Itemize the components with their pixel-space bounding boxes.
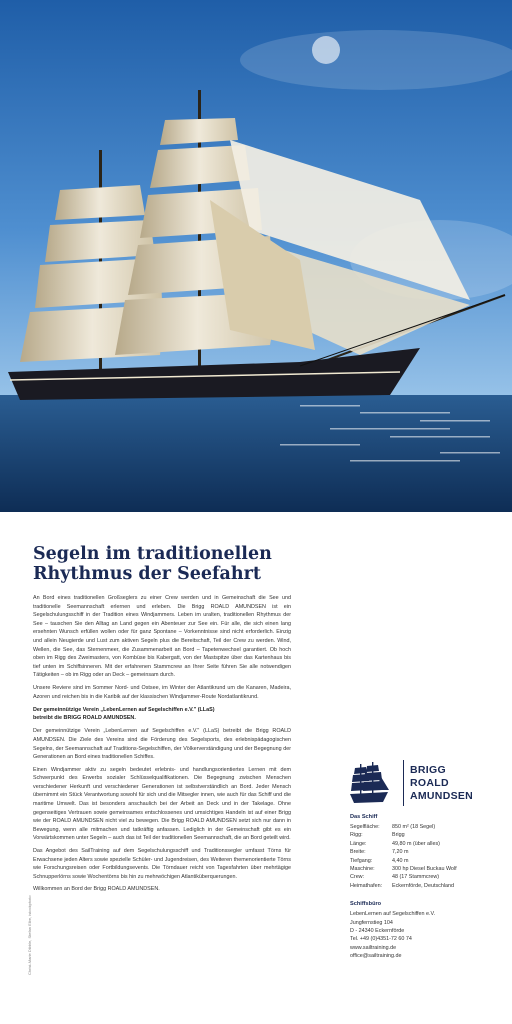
subheading-line-2: betreibt die BRIGG ROALD AMUNDSEN. xyxy=(33,714,136,721)
office-phone: Tel. +49 (0)4351-72 60 74 xyxy=(350,936,412,943)
logo-line-3: AMUNDSEN xyxy=(410,790,474,802)
spec-value: Eckernförde, Deutschland xyxy=(392,882,455,889)
office-street: Jungfernstieg 104 xyxy=(350,919,393,926)
office-heading: Schiffsbüro xyxy=(350,901,382,908)
spec-value: 49,80 m (über alles) xyxy=(392,840,440,847)
ship-logo-icon xyxy=(348,760,390,806)
paragraph-regions: Unsere Reviere sind im Sommer Nord- und Ostsee, im Winter der Atlantikrund um die Kanaren, Madeira, Azoren und reichen bis in die Karibik auf der klassischen Windjammer-Route Nordatlantikrund. xyxy=(33,684,291,700)
spec-key: Crew: xyxy=(350,874,365,881)
title-line-2: Rhythmus der Seefahrt xyxy=(33,564,261,584)
paragraph-association: Der gemeinnützige Verein „LebenLernen auf Segelschiffen e.V." (LLaS) betreibt die Brigg ROALD AMUNDSEN. Die Ziele des Vereins sind die Förderung des Segelsports, des erlebnispädagogischen Segelns, der Seemannschaft auf Traditions-Segelschiffen, der Völkerverständigung und der Begegnung der Generationen an Bord eines traditionellen Schiffes. xyxy=(33,728,291,761)
spec-key: Rigg: xyxy=(350,832,363,839)
spec-key: Breite: xyxy=(350,849,366,856)
spec-value: 48 (17 Stammcrew) xyxy=(392,874,440,881)
office-name: LebenLernen auf Segelschiffen e.V. xyxy=(350,911,436,918)
paragraph-offer: Das Angebot des SailTraining auf dem Segelschulungsschiff und Traditionssegler umfasst Törns für Erwachsene jeden Alters sowie spezielle Schüler- und Jugendreisen, des Weiteren themenorientierte Törns wie Forschungsreisen oder Fortbildungsevents. Die Törndauer reicht von Tagesfahrten über mehrtägige Schnupperlörns sowie Wochentörns bis hin zu mehrwöchigen Atlantiküberquerungen. xyxy=(33,848,291,880)
subheading-line-1: Der gemeinnützige Verein „LebenLernen auf Segelschiffen e.V." (LLaS) xyxy=(33,707,215,714)
logo-divider xyxy=(403,760,404,806)
spec-row xyxy=(350,865,500,873)
office-website-link[interactable]: www.sailtraining.de xyxy=(350,944,397,951)
office-city: D - 24340 Eckernförde xyxy=(350,928,405,935)
brand-logo xyxy=(348,760,488,810)
ship-heading: Das Schiff xyxy=(350,814,378,820)
paragraph-intro: An Bord eines traditionellen Großseglers zu einer Crew werden und in Gemeinschaft die See und traditionelle Seemannschaft erlernen und erleben. Die Brigg ROALD AMUNDSEN ist ein Segelschulungsschiff in der Tradition eines Windjammers. Leben im uralten, traditionellen Rhythmus der See – tauschen Sie den Alltag an Land gegen ein Abenteuer zur See ein. Für alle, die sich einen lang ersehnten Wunsch erfüllen wollen oder für ganz Spontane – Vorkenntnisse sind nicht erforderlich. Einzig und allein Neugierde und Lust zum aktiven Segeln plus die Bereitschaft, Teil der Crew zu werden. Wind, Wellen, die See, das Sternenmeer, die Zusammenarbeit an Bord – Tapetenwechsel garantiert. Ob hoch oben im Rigg des Zweimasters, von Kombüse bis Kabergatt, von der Mastspitze über das Kartenhaus bis tief unten im Schiffsinneren. Mit der erfahrenen Stammcrew an Ihrer Seite führen Sie alle notwendigen Tätigkeiten – ob im Rigg oder an Deck – gemeinsam durch. xyxy=(33,595,291,679)
spec-key: Segelfläche: xyxy=(350,824,380,830)
spec-value: 7,20 m xyxy=(392,849,409,856)
ship-specs xyxy=(350,823,500,890)
paragraph-learning: Einen Windjammer aktiv zu segeln bedeutet erlebnis- und handlungsorientiertes Lernen mit dem Schwerpunkt des Erwerbs sozialer Schlüsselqualifikationen. Die Begegnung zwischen Menschen verschiedener Herkunft und verschiedener Generationen ist selbstverständlich an Bord. Jeder Mensch übernimmt ein Stück Verantwortung sowohl für sich und die Mitsegler innen, wie auch für das Schiff und die maritime Umwelt. Das ist besonders anschaulich bei der Arbeit an Deck und in der Takelage. Ohne gegenseitiges Vertrauen sowie gemeinsames entschlossenes und umsichtiges Handeln ist auf einer Brigg wie der ROALD AMUNDSEN nicht viel zu bewegen. Die Brigg ROALD AMUNDSEN setzt sich nur dann in Bewegung, wenn alle mitmachen und tatkräftig anfassen. Lediglich in der Gemeinschaft gibt es ein Vorwärtskommen unter Segeln – auch das ist Teil der traditionellen Seemannschaft, die an Bord geteilt wird. xyxy=(33,766,291,842)
spec-value: 850 m² (18 Segel) xyxy=(392,824,436,830)
info-sidebar xyxy=(350,813,500,961)
spec-row xyxy=(350,848,500,856)
spec-row xyxy=(350,873,500,881)
spec-value: 300 hp Diesel Buckau Wolf xyxy=(392,866,457,873)
photo-credit: Christ-Marie Dibble, Stefan Elbe, istockphoto xyxy=(27,895,32,975)
spec-key: Tiefgang: xyxy=(350,857,373,864)
logo-line-1: BRIGG xyxy=(410,764,446,776)
spec-key: Länge: xyxy=(350,840,367,847)
spec-row xyxy=(350,857,500,865)
spec-key: Maschine: xyxy=(350,866,375,873)
page-title xyxy=(33,544,291,584)
spec-value: Brigg xyxy=(392,832,405,839)
spec-row xyxy=(350,823,500,831)
title-line-1: Segeln im traditionellen xyxy=(33,544,272,564)
section-subheading xyxy=(33,707,291,722)
office-email-link[interactable]: office@sailtraining.de xyxy=(350,953,402,960)
article xyxy=(33,544,291,898)
spec-row xyxy=(350,882,500,890)
logo-line-2: ROALD xyxy=(410,777,449,789)
spec-row xyxy=(350,840,500,848)
paragraph-welcome: Willkommen an Bord der Brigg ROALD AMUNDSEN. xyxy=(33,886,160,893)
spec-value: 4,40 m xyxy=(392,857,409,864)
spec-key: Heimathafen: xyxy=(350,882,383,889)
spec-row xyxy=(350,831,500,839)
logo-wordmark xyxy=(410,764,473,803)
